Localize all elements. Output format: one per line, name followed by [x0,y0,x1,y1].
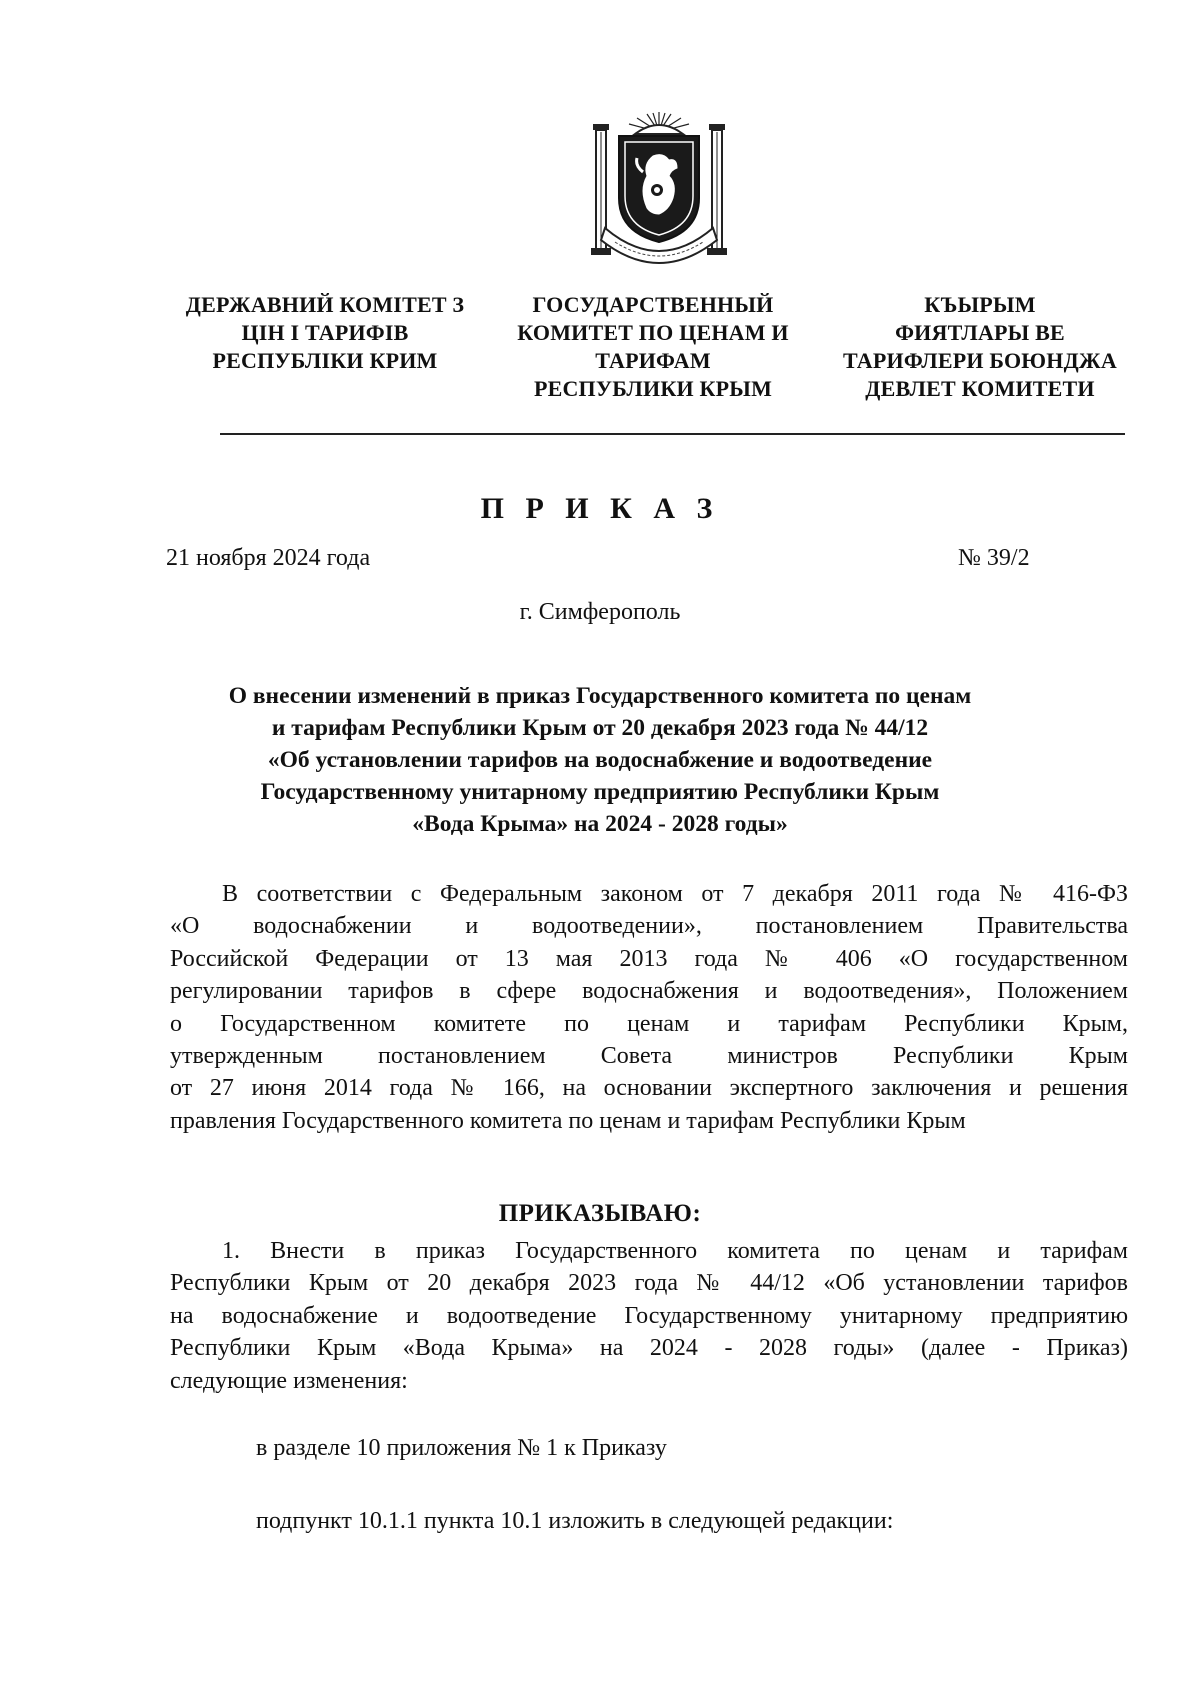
title-line: «Вода Крыма» на 2024 - 2028 годы» [412,811,788,837]
header-ru-line: РЕСПУБЛИКИ КРЫМ [533,376,773,401]
header-ua-line: ЦІН І ТАРИФІВ [241,320,409,345]
header-ru-line: ГОСУДАРСТВЕННЫЙ [532,292,774,317]
title-line: Государственному унитарному предприятию Республики Крым [260,779,940,805]
document-city: г. Симферополь [519,599,681,625]
preamble-line: Российской Федерации от 13 мая 2013 года № 406 «О государственном [170,945,1128,972]
preamble-line: о Государственном комитете по ценам и тарифам Республики Крым, [170,1010,1128,1037]
header-ukrainian [175,291,475,375]
document-date: 21 ноября 2024 года [166,545,371,571]
document-number: № 39/2 [958,545,1030,571]
header-russian [498,291,808,403]
preamble-line: от 27 июня 2014 года № 166, на основании экспертного заключения и решения [170,1075,1128,1102]
header-ru-line: КОМИТЕТ ПО ЦЕНАМ И [517,320,789,345]
subpoint-instruction: подпункт 10.1.1 пункта 10.1 изложить в следующей редакции: [256,1508,894,1534]
section-reference: в разделе 10 приложения № 1 к Приказу [256,1435,667,1461]
crimea-coat-of-arms-icon [585,110,733,270]
header-ru-line: ТАРИФАМ [595,348,711,373]
item-1-line: 1. Внести в приказ Государственного комитета по ценам и тарифам [222,1238,1128,1264]
preamble-paragraph [170,878,1128,1137]
header-crimean-tatar [830,291,1130,403]
title-line: О внесении изменений в приказ Государственного комитета по ценам [228,683,972,709]
header-ua-line: РЕСПУБЛІКИ КРИМ [212,348,438,373]
preamble-line: В соответствии с Федеральным законом от 7 декабря 2011 года № 416-ФЗ [222,881,1128,907]
item-1-paragraph [170,1235,1128,1397]
header-crh-line: ДЕВЛЕТ КОМИТЕТИ [865,376,1095,401]
header-ua-line: ДЕРЖАВНИЙ КОМІТЕТ З [185,292,465,317]
title-line: «Об установлении тарифов на водоснабжение и водоотведение [267,747,933,773]
preamble-line: утвержденным постановлением Совета министров Республики Крым [170,1043,1128,1070]
preamble-line: правления Государственного комитета по ценам и тарифам Республики Крым [170,1107,966,1134]
title-line: и тарифам Республики Крым от 20 декабря 2023 года № 44/12 [271,715,929,741]
preamble-line: регулировании тарифов в сфере водоснабжения и водоотведения», Положением [170,978,1128,1005]
document-type: П Р И К А З [480,492,720,525]
header-crh-line: ТАРИФЛЕРИ БОЮНДЖА [843,348,1117,373]
item-1-line: следующие изменения: [170,1367,408,1394]
item-1-line: на водоснабжение и водоотведение Государственному унитарному предприятию [170,1302,1128,1329]
order-heading: ПРИКАЗЫВАЮ: [498,1200,702,1227]
document-title [150,680,1050,840]
header-divider [220,433,1125,435]
preamble-line: «О водоснабжении и водоотведении», постановлением Правительства [170,913,1128,940]
item-1-line: Республики Крым «Вода Крыма» на 2024 - 2028 годы» (далее - Приказ) [170,1335,1128,1362]
header-crh-line: ФИЯТЛАРЫ ВЕ [895,320,1065,345]
item-1-line: Республики Крым от 20 декабря 2023 года № 44/12 «Об установлении тарифов [170,1270,1128,1297]
header-crh-line: КЪЫРЫМ [924,292,1036,317]
